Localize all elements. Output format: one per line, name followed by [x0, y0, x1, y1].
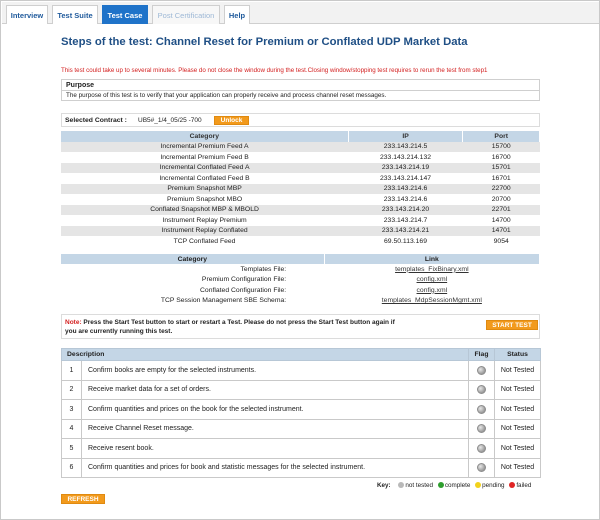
- flag-icon: [477, 424, 486, 433]
- step-description: Receive market data for a set of orders.: [82, 380, 469, 400]
- feed-row: [61, 152, 540, 163]
- feed-ip: 233.143.214.19: [348, 163, 463, 174]
- link-row: [61, 285, 540, 296]
- feed-row: [61, 194, 540, 205]
- link-category: Conflated Configuration File:: [61, 285, 324, 296]
- feeds-table: [61, 131, 540, 247]
- feed-port: 22701: [463, 205, 540, 216]
- feed-ip: 233.143.214.7: [348, 215, 463, 226]
- page-title: Steps of the test: Channel Reset for Premium or Conflated UDP Market Data: [61, 36, 468, 48]
- feed-row: [61, 205, 540, 216]
- link-category: TCP Session Management SBE Schema:: [61, 296, 324, 307]
- feed-ip: 69.50.113.169: [348, 236, 463, 247]
- feed-row: [61, 236, 540, 247]
- step-description: Confirm quantities and prices on the book for the selected instrument.: [82, 400, 469, 420]
- feed-port: 15701: [463, 163, 540, 174]
- link-category: Premium Configuration File:: [61, 275, 324, 286]
- conflated-config-link[interactable]: config.xml: [416, 286, 448, 294]
- tab-interview[interactable]: Interview: [6, 5, 48, 24]
- refresh-button[interactable]: REFRESH: [61, 494, 105, 504]
- step-row: [62, 380, 541, 400]
- feed-ip: 233.143.214.21: [348, 226, 463, 237]
- feed-port: 22700: [463, 184, 540, 195]
- feed-row: [61, 142, 540, 153]
- templates-file-link[interactable]: templates_FixBinary.xml: [395, 265, 469, 273]
- tab-bar: [2, 2, 599, 24]
- tab-test-case[interactable]: Test Case: [102, 5, 148, 24]
- step-description: Confirm quantities and prices for book and statistic messages for the selected instrument.: [82, 458, 469, 478]
- tab-help[interactable]: Help: [224, 5, 250, 24]
- feed-row: [61, 163, 540, 174]
- steps-header-flag: Flag: [469, 349, 495, 361]
- link-category: Templates File:: [61, 264, 324, 275]
- step-row: [62, 439, 541, 459]
- failed-dot-icon: [509, 482, 515, 488]
- feed-row: [61, 184, 540, 195]
- step-status: Not Tested: [495, 439, 541, 459]
- step-number: 1: [62, 361, 82, 381]
- feed-category: TCP Conflated Feed: [61, 236, 348, 247]
- note-prefix: Note:: [65, 319, 82, 326]
- steps-header-description: Description: [62, 349, 469, 361]
- step-description: Receive resent book.: [82, 439, 469, 459]
- flag-icon: [477, 366, 486, 375]
- status-key: [377, 482, 531, 489]
- feed-category: Incremental Conflated Feed B: [61, 173, 348, 184]
- feed-port: 20700: [463, 194, 540, 205]
- feed-row: [61, 226, 540, 237]
- feed-port: 16701: [463, 173, 540, 184]
- key-item-label: pending: [482, 482, 505, 490]
- step-status: Not Tested: [495, 380, 541, 400]
- purpose-heading: Purpose: [66, 82, 95, 89]
- feeds-header-port: Port: [463, 131, 540, 142]
- unlock-button[interactable]: Unlock: [214, 116, 249, 125]
- feeds-header-category: Category: [61, 131, 348, 142]
- feed-category: Conflated Snapshot MBP & MBOLD: [61, 205, 348, 216]
- step-description: Confirm books are empty for the selected instruments.: [82, 361, 469, 381]
- step-number: 3: [62, 400, 82, 420]
- links-header-link: Link: [324, 254, 539, 264]
- feed-category: Incremental Premium Feed B: [61, 152, 348, 163]
- contract-label: Selected Contract :: [65, 117, 127, 124]
- link-row: [61, 296, 540, 307]
- step-number: 2: [62, 380, 82, 400]
- links-header-category: Category: [61, 254, 324, 264]
- feed-port: 14701: [463, 226, 540, 237]
- tab-test-suite[interactable]: Test Suite: [52, 5, 98, 24]
- warning-message: This test could take up to several minutes. Please do not close the window during the test.Closing window/stopping test requires to rerun the test from step1: [61, 67, 488, 74]
- step-row: [62, 361, 541, 381]
- step-status: Not Tested: [495, 458, 541, 478]
- feed-row: [61, 215, 540, 226]
- feed-category: Incremental Premium Feed A: [61, 142, 348, 153]
- feed-category: Incremental Conflated Feed A: [61, 163, 348, 174]
- links-table: [61, 254, 540, 306]
- not-tested-dot-icon: [398, 482, 404, 488]
- key-item-label: complete: [444, 482, 471, 490]
- feed-ip: 233.143.214.6: [348, 184, 463, 195]
- tab-post-certification: Post Certification: [152, 5, 220, 24]
- flag-icon: [477, 405, 486, 414]
- flag-icon: [477, 444, 486, 453]
- step-row: [62, 458, 541, 478]
- feed-category: Instrument Replay Conflated: [61, 226, 348, 237]
- step-number: 5: [62, 439, 82, 459]
- purpose-divider: [62, 90, 539, 91]
- purpose-box: [61, 79, 540, 101]
- feed-port: 15700: [463, 142, 540, 153]
- step-number: 6: [62, 458, 82, 478]
- sbe-schema-link[interactable]: templates_MdpSessionMgmt.xml: [381, 297, 482, 305]
- feed-port: 14700: [463, 215, 540, 226]
- step-status: Not Tested: [495, 361, 541, 381]
- key-item-label: failed: [516, 482, 532, 490]
- premium-config-link[interactable]: config.xml: [416, 276, 448, 284]
- link-row: [61, 275, 540, 286]
- step-number: 4: [62, 419, 82, 439]
- feed-category: Instrument Replay Premium: [61, 215, 348, 226]
- feed-category: Premium Snapshot MBP: [61, 184, 348, 195]
- step-row: [62, 419, 541, 439]
- note-text: [65, 319, 405, 336]
- step-status: Not Tested: [495, 419, 541, 439]
- feed-ip: 233.143.214.147: [348, 173, 463, 184]
- feed-ip: 233.143.214.20: [348, 205, 463, 216]
- feed-port: 9054: [463, 236, 540, 247]
- flag-icon: [477, 463, 486, 472]
- pending-dot-icon: [475, 482, 481, 488]
- note-body: Press the Start Test button to start or restart a Test. Please do not press the Start Test button again if you are currently running this test.: [65, 319, 395, 335]
- flag-icon: [477, 385, 486, 394]
- steps-header-status: Status: [495, 349, 541, 361]
- purpose-text: The purpose of this test is to verify that your application can properly receive and process channel reset messages.: [66, 92, 387, 99]
- step-row: [62, 400, 541, 420]
- contract-value: UB5#_1/4_05/25 -700: [138, 117, 202, 124]
- note-box: [61, 314, 540, 339]
- feeds-header-ip: IP: [348, 131, 463, 142]
- selected-contract-row: [61, 113, 540, 127]
- key-item-label: not tested: [405, 482, 434, 490]
- step-status: Not Tested: [495, 400, 541, 420]
- key-label: Key:: [377, 482, 391, 490]
- feed-category: Premium Snapshot MBO: [61, 194, 348, 205]
- link-row: [61, 264, 540, 275]
- start-test-button[interactable]: START TEST: [486, 320, 538, 330]
- complete-dot-icon: [438, 482, 444, 488]
- feed-ip: 233.143.214.6: [348, 194, 463, 205]
- feed-ip: 233.143.214.132: [348, 152, 463, 163]
- step-description: Receive Channel Reset message.: [82, 419, 469, 439]
- feed-ip: 233.143.214.5: [348, 142, 463, 153]
- feed-row: [61, 173, 540, 184]
- steps-table: [61, 348, 541, 478]
- feed-port: 16700: [463, 152, 540, 163]
